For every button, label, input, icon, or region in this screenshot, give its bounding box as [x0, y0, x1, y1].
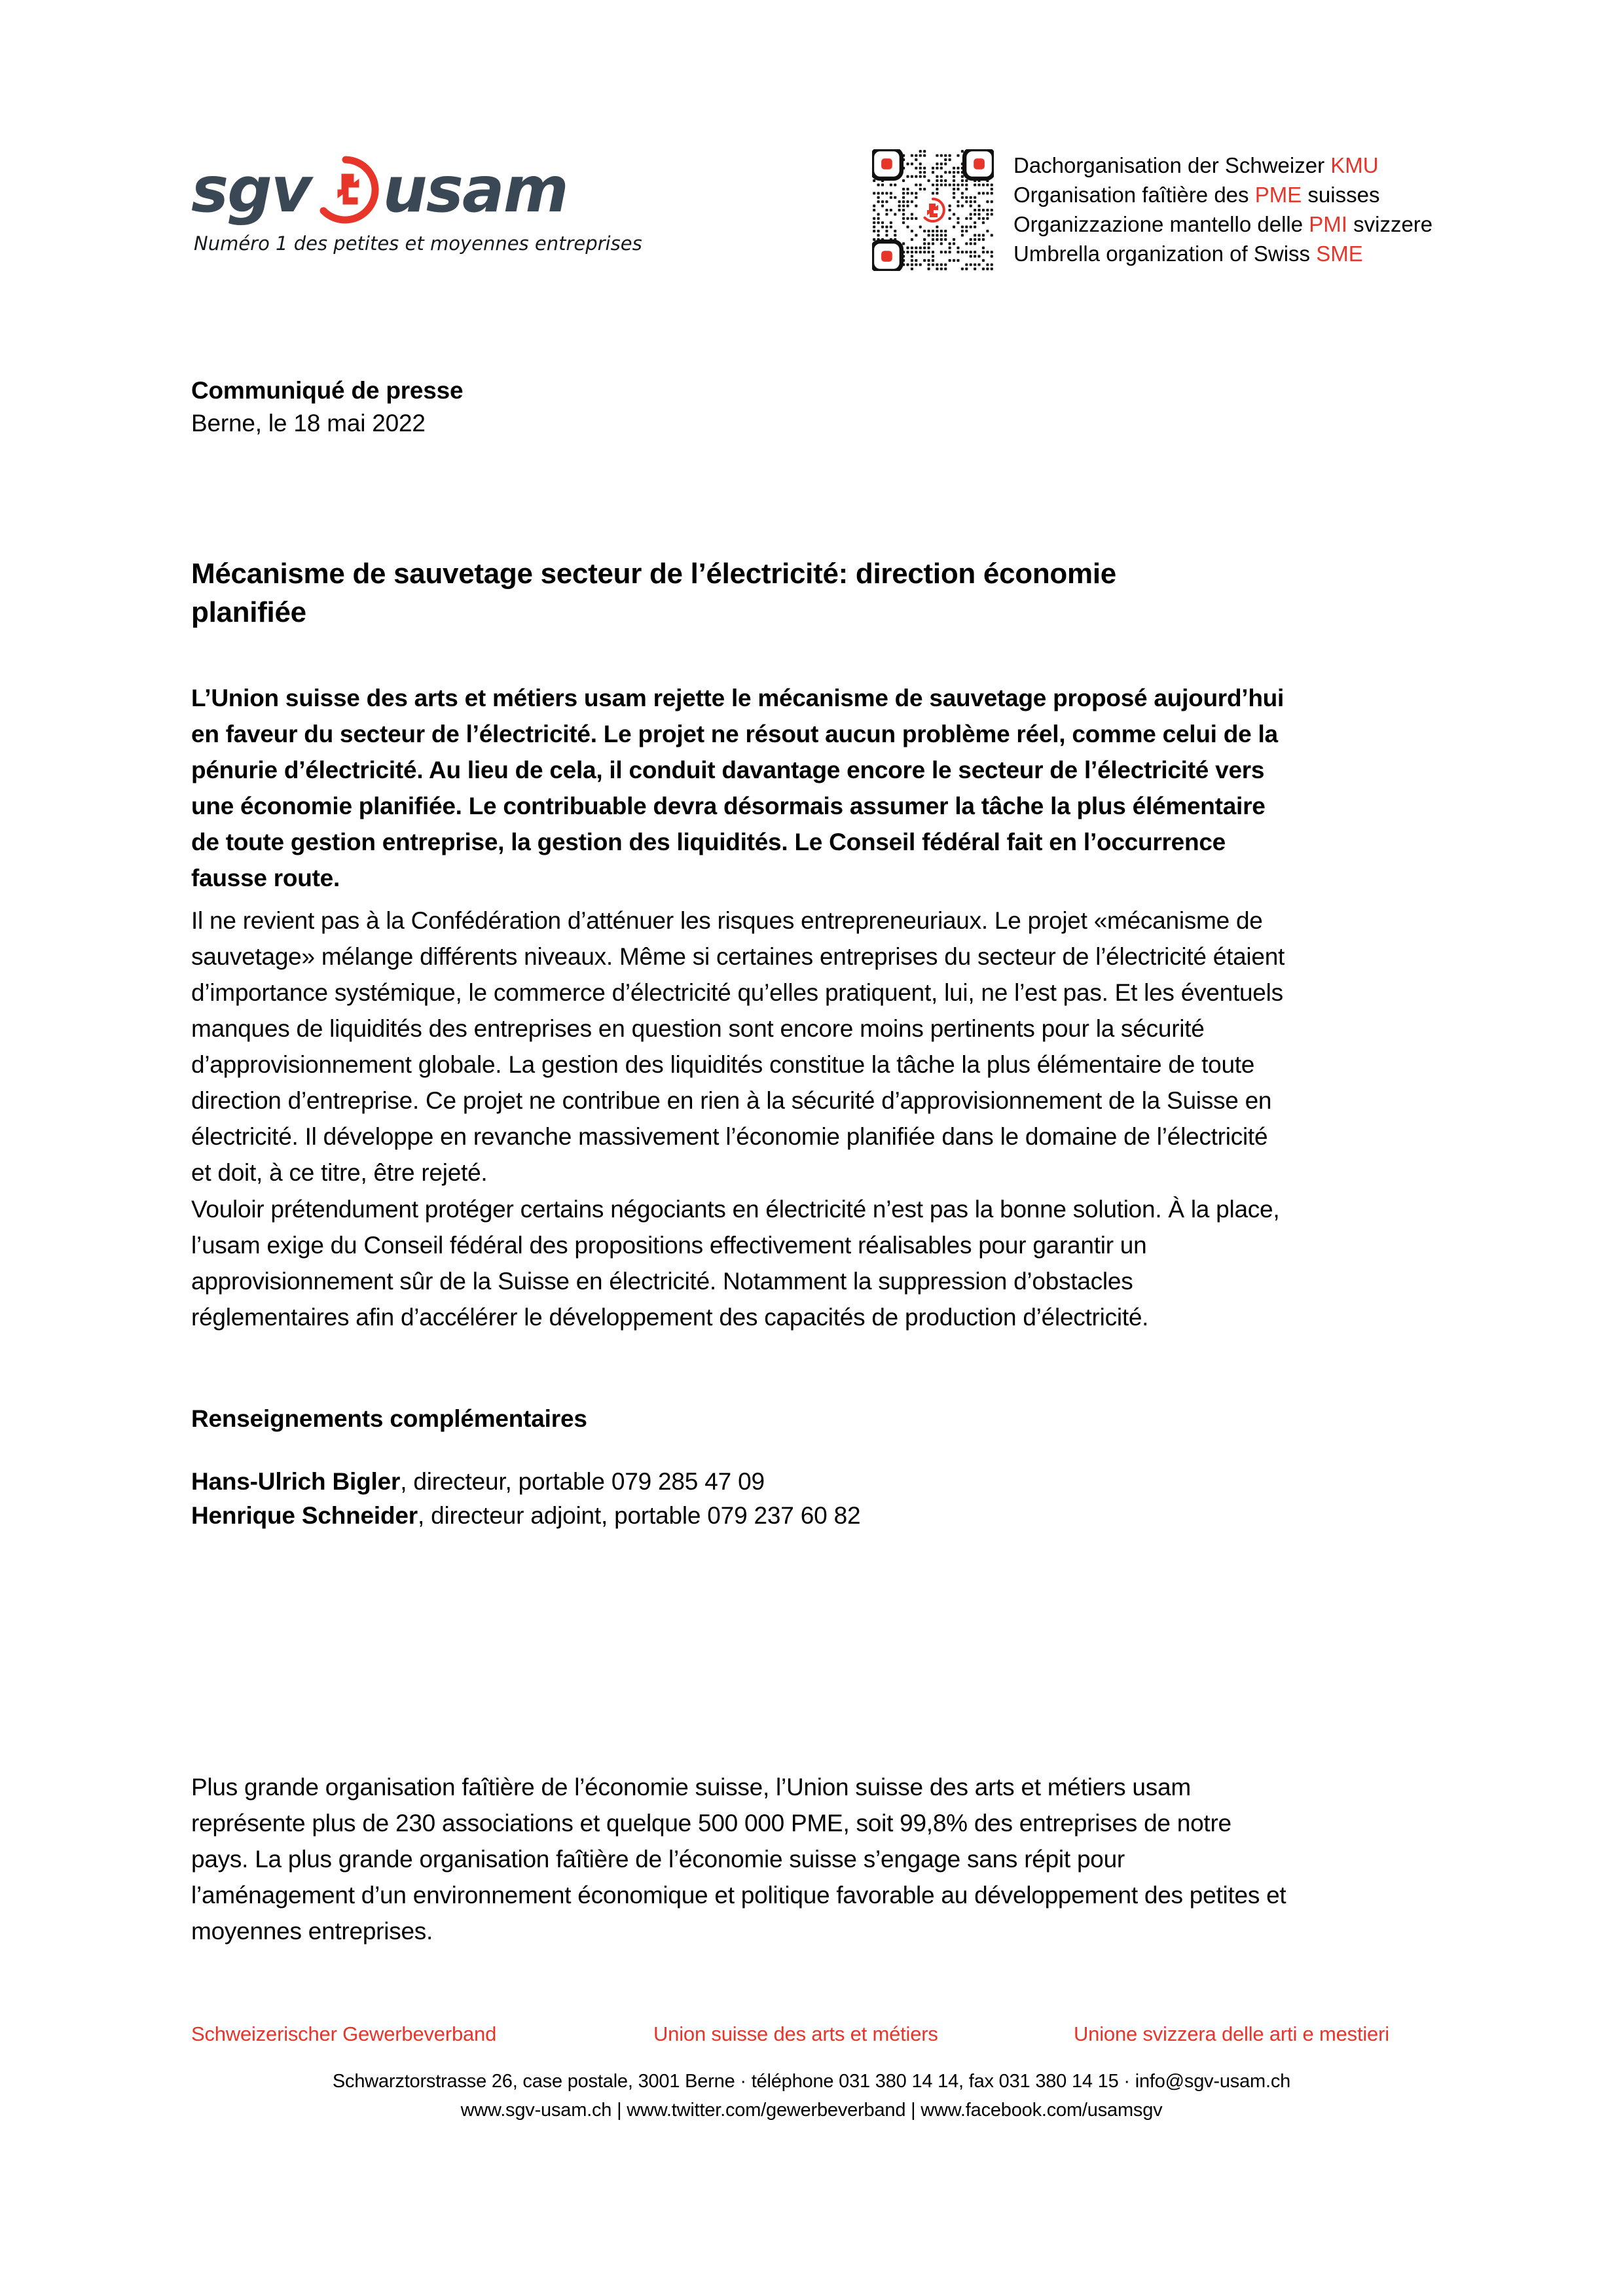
page-title: Mécanisme de sauvetage secteur de l’électricité: direction économie planifiée — [191, 558, 1116, 629]
logo-tagline: Numéro 1 des petites et moyennes entreprises — [194, 232, 642, 255]
lead-paragraph: L’Union suisse des arts et métiers usam rejette le mécanisme de sauvetage proposé aujourd’hui en faveur du secteur de l’électricité. Le projet ne résout aucun problème réel, comme celui de la pénurie d’électricité. Au lieu de cela, il conduit davantage encore le secteur de l’électricité vers une économie planifiée. Le contribuable devra désormais assumer la tâche la plus élémentaire de toute gestion entreprise, la gestion des liquidités. Le Conseil fédéral fait en l’occurrence fausse route. — [191, 685, 1285, 891]
contacts-heading: Renseignements complémentaires — [191, 1405, 587, 1432]
org-line-de: Dachorganisation der Schweizer KMU — [1013, 153, 1379, 177]
footer-address: Schwarztorstrasse 26, case postale, 3001 Berne · téléphone 031 380 14 14, fax 031 380 14 15 · info@sgv-usam.ch — [332, 2071, 1291, 2092]
contact-name: Hans-Ulrich Bigler — [191, 1468, 401, 1495]
contact-name: Henrique Schneider — [191, 1502, 418, 1529]
document-meta — [191, 374, 1239, 440]
qr-code-icon — [872, 149, 994, 271]
contact-details: , directeur adjoint, portable 079 237 60 82 — [417, 1502, 861, 1529]
logo-text-sgv: sgv — [191, 153, 311, 226]
organization-languages — [1013, 151, 1432, 268]
dateline: Berne, le 18 mai 2022 — [191, 410, 426, 437]
usam-logo — [191, 153, 642, 255]
body-paragraph-2: Vouloir prétendument protéger certains négociants en électricité n’est pas la bonne solution. À la place, l’usam exige du Conseil fédéral des propositions effectivement réalisables pour garantir un approvisionnement sûr de la Suisse en électricité. Notamment la suppression d’obstacles réglementaires afin d’accélérer le développement des capacités de production d’électricité. — [191, 1196, 1280, 1331]
org-line-it: Organizzazione mantello delle PMI svizzere — [1013, 212, 1433, 236]
doc-type-label: Communiqué de presse — [191, 377, 464, 404]
footer-name-it: Unione svizzera delle arti e mestieri — [1074, 2022, 1389, 2045]
footer-name-fr: Union suisse des arts et métiers — [653, 2022, 938, 2045]
document-header — [0, 137, 1623, 288]
org-line-en: Umbrella organization of Swiss SME — [1013, 242, 1363, 266]
footer-org-names — [0, 2022, 1623, 2055]
org-line-fr: Organisation faîtière des PME suisses — [1013, 183, 1380, 207]
contact-row — [191, 1499, 1239, 1533]
footer-name-de: Schweizerischer Gewerbeverband — [191, 2022, 497, 2045]
contacts-list — [191, 1465, 1239, 1533]
logo-text-usam: usam — [382, 153, 568, 226]
document-footer — [0, 2022, 1623, 2125]
footer-links[interactable]: www.sgv-usam.ch | www.twitter.com/gewerbeverband | www.facebook.com/usamsgv — [460, 2100, 1163, 2121]
boilerplate-paragraph: Plus grande organisation faîtière de l’économie suisse, l’Union suisse des arts et métiers usam représente plus de 230 associations et quelque 500 000 PME, soit 99,8% des entreprises de notre pays. La plus grande organisation faîtière de l’économie suisse s’engage sans répit pour l’aménagement d’un environnement économique et politique favorable au développement des petites et moyennes entreprises. — [191, 1774, 1286, 1945]
qr-and-languages — [872, 149, 1432, 271]
contact-details: , directeur, portable 079 285 47 09 — [400, 1468, 765, 1495]
contact-row — [191, 1465, 1239, 1499]
logo-wordmark — [191, 154, 610, 226]
body-paragraph-1: Il ne revient pas à la Confédération d’atténuer les risques entrepreneuriaux. Le projet «mécanisme de sauvetage» mélange différents niveaux. Même si certaines entreprises du secteur de l’électricité étaient d’importance systémique, le commerce d’électricité qu’elles pratiquent, lui, ne l’est pas. Et les éventuels manques de liquidités des entreprises en question sont encore moins pertinents pour la sécurité d’approvisionnement globale. La gestion des liquidités constitue la tâche la plus élémentaire de toute direction d’entreprise. Ce projet ne contribue en rien à la sécurité d’approvisionnement de la Suisse en électricité. Il développe en revanche massivement l’économie planifiée dans le domaine de l’électricité et doit, à ce titre, être rejeté. — [191, 907, 1285, 1186]
usam-circle-logo-icon — [312, 156, 380, 224]
